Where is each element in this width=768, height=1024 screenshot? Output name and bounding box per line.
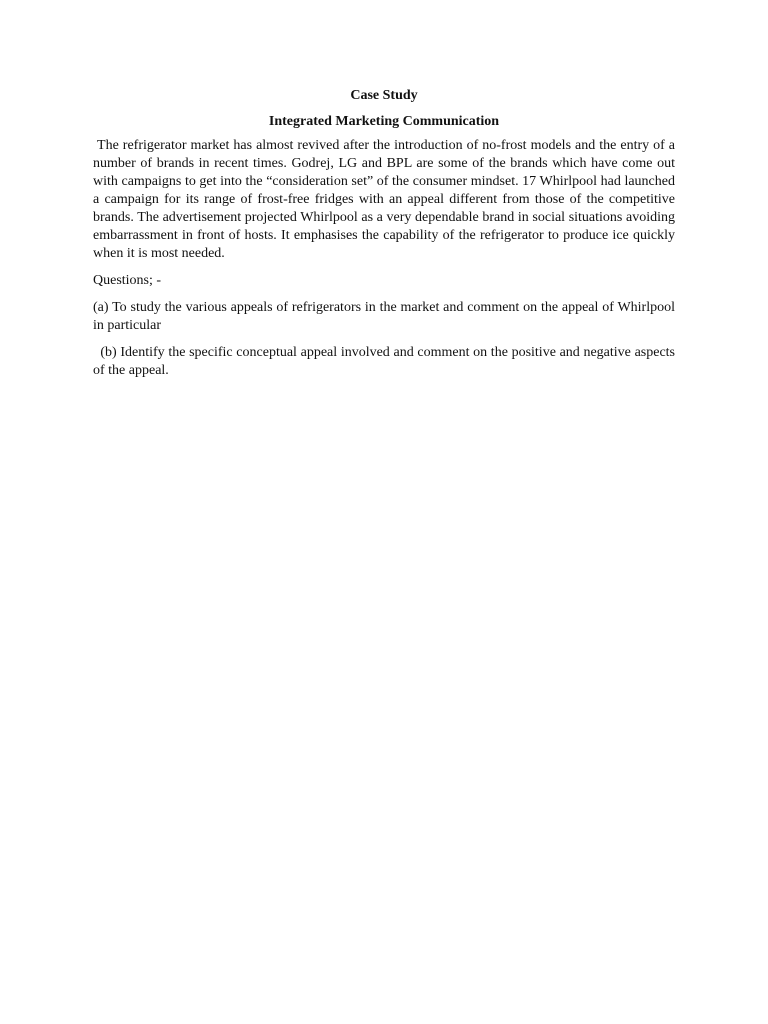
question-a: (a) To study the various appeals of refrigerators in the market and comment on the appeal of Whirlpool in particular xyxy=(93,300,675,333)
case-body-paragraph: The refrigerator market has almost revived after the introduction of no-frost models and the entry of a number of brands in recent times. Godrej, LG and BPL are some of the brands which have come out with campaigns to get into the “consideration set” of the consumer mindset. 17 Whirlpool had launched a campaign for its range of frost-free fridges with an appeal different from those of the competitive brands. The advertisement projected Whirlpool as a very dependable brand in social situations avoiding embarrassment in front of hosts. It emphasises the capability of the refrigerator to produce ice quickly when it is most needed. xyxy=(93,138,679,261)
document-subtitle: Integrated Marketing Communication xyxy=(268,114,500,129)
question-b: (b) Identify the specific conceptual appeal involved and comment on the positive and negative aspects of the appeal. xyxy=(93,345,679,378)
document-page xyxy=(93,86,679,380)
document-title: Case Study xyxy=(350,88,418,103)
questions-label: Questions; - xyxy=(93,273,162,288)
